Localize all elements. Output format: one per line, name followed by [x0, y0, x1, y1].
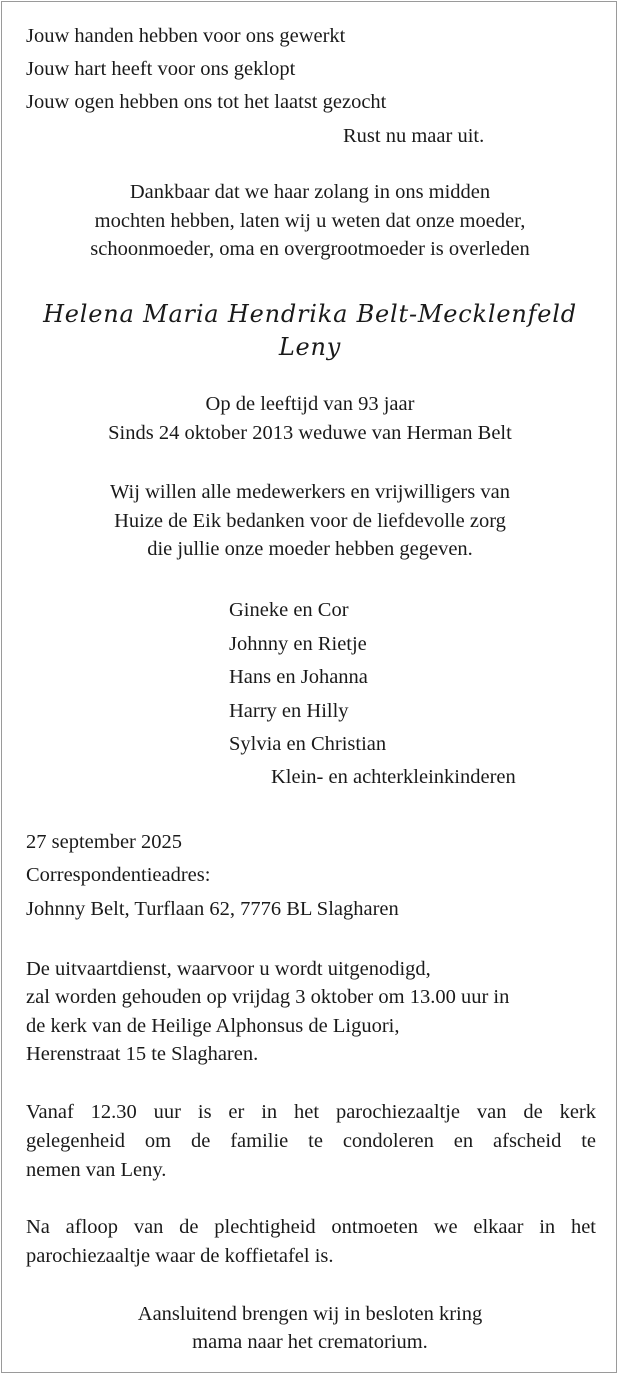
closing-line-2: mama naar het crematorium.: [192, 1331, 428, 1353]
service-line-4: Herenstraat 15 te Slagharen.: [26, 1043, 259, 1065]
family-member: Johnny en Rietje: [229, 633, 367, 655]
correspondence-address: Johnny Belt, Turflaan 62, 7776 BL Slagharen: [26, 898, 399, 920]
condolence-line-1: Vanaf 12.30 uur is er in het parochiezaaltje van de kerk: [26, 1101, 596, 1123]
family-member: Sylvia en Christian: [229, 733, 387, 755]
correspondence-label: Correspondentieadres:: [26, 864, 211, 886]
condolence-line-3: nemen van Leny.: [26, 1159, 167, 1181]
thanks-line-1: Wij willen alle medewerkers en vrijwilligers van: [110, 481, 510, 503]
widow-line: Sinds 24 oktober 2013 weduwe van Herman Belt: [108, 422, 512, 444]
intro-line-2: mochten hebben, laten wij u weten dat onze moeder,: [94, 210, 526, 232]
date-line: 27 september 2025: [26, 831, 182, 853]
service-line-3: de kerk van de Heilige Alphonsus de Liguori,: [26, 1015, 400, 1037]
poem-line-2: Jouw hart heeft voor ons geklopt: [26, 58, 296, 80]
reception-line-2: parochiezaaltje waar de koffietafel is.: [26, 1245, 334, 1267]
reception-line-1: Na afloop van de plechtigheid ontmoeten we elkaar in het: [26, 1216, 596, 1238]
poem-line-3: Jouw ogen hebben ons tot het laatst gezocht: [26, 91, 387, 113]
condolence-line-2: gelegenheid om de familie te condoleren en afscheid te: [26, 1130, 596, 1152]
poem-line-4: Rust nu maar uit.: [343, 125, 485, 147]
thanks-line-3: die jullie onze moeder hebben gegeven.: [147, 538, 473, 560]
grandchildren-line: Klein- en achterkleinkinderen: [271, 766, 516, 788]
age-line: Op de leeftijd van 93 jaar: [205, 393, 415, 415]
service-line-1: De uitvaartdienst, waarvoor u wordt uitgenodigd,: [26, 958, 431, 980]
poem-line-1: Jouw handen hebben voor ons gewerkt: [26, 25, 346, 47]
intro-line-3: schoonmoeder, oma en overgrootmoeder is overleden: [90, 238, 530, 260]
family-member: Harry en Hilly: [229, 700, 349, 722]
family-member: Gineke en Cor: [229, 599, 349, 621]
service-line-2: zal worden gehouden op vrijdag 3 oktober om 13.00 uur in: [26, 986, 510, 1008]
intro-line-1: Dankbaar dat we haar zolang in ons midden: [129, 181, 491, 203]
thanks-line-2: Huize de Eik bedanken voor de liefdevolle zorg: [114, 510, 506, 532]
family-member: Hans en Johanna: [229, 666, 368, 688]
deceased-nickname: Leny: [278, 333, 342, 361]
deceased-full-name: Helena Maria Hendrika Belt-Mecklenfeld: [43, 300, 577, 328]
closing-line-1: Aansluitend brengen wij in besloten kring: [137, 1303, 483, 1325]
